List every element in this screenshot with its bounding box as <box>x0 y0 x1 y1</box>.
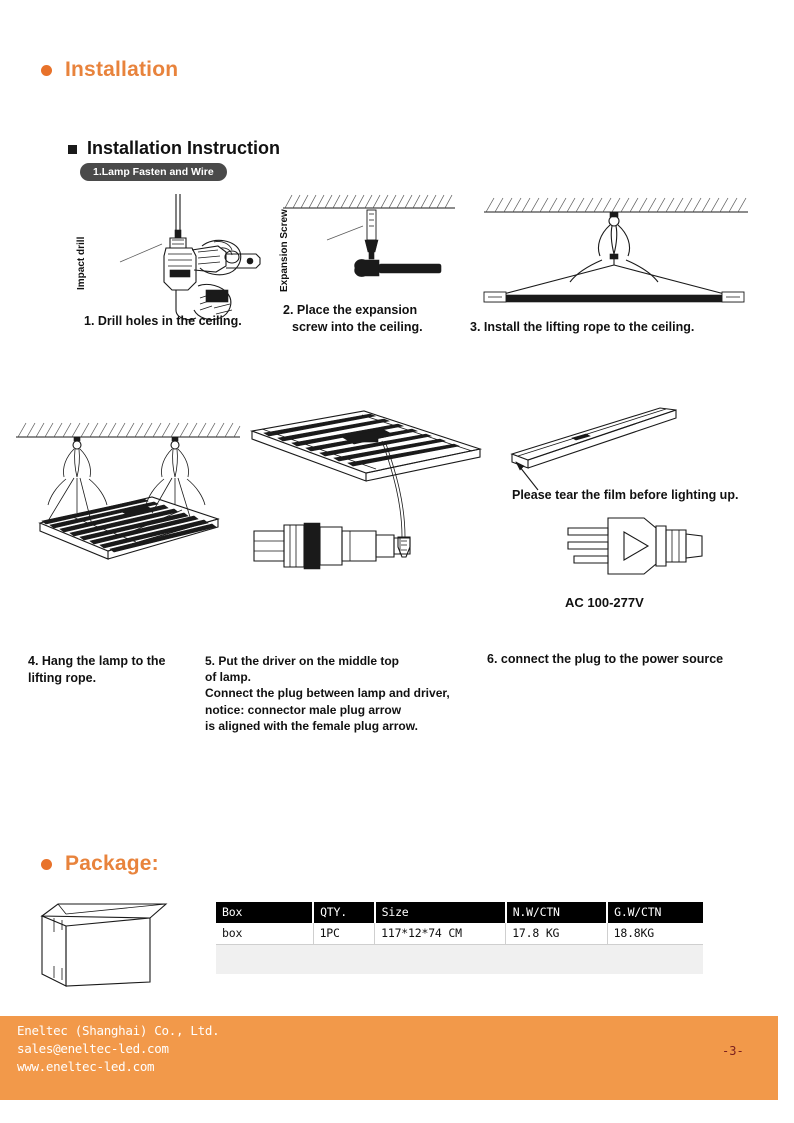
table-row-empty <box>216 945 703 975</box>
footer-website[interactable]: www.eneltec-led.com <box>17 1059 155 1075</box>
page-title: Installation <box>65 58 179 81</box>
black-square-icon <box>68 145 77 154</box>
step-4-caption-line-2: lifting rope. <box>28 670 97 685</box>
cell-empty <box>607 945 703 975</box>
step-5-caption-line-4: notice: connector male plug arrow <box>205 702 402 717</box>
status-badge: 1.Lamp Fasten and Wire <box>80 163 227 181</box>
column-header-gw: G.W/CTN <box>607 902 703 923</box>
cell-gw: 18.8KG <box>607 923 703 945</box>
step-2-caption-line-1: 2. Place the expansion <box>283 303 418 317</box>
cell-empty <box>313 945 375 975</box>
figure-step-6-bar <box>500 398 720 488</box>
lifting-rope-icon <box>470 192 760 302</box>
expansion-screw-hammer-icon <box>283 192 463 302</box>
figure-step-3 <box>470 192 760 302</box>
orange-dot-icon <box>41 859 52 870</box>
step-2-annotation: Expansion Screw <box>279 209 290 292</box>
lamp-driver-connector-icon <box>242 405 492 605</box>
step-5-caption-line-2: of lamp. <box>205 670 252 685</box>
footer-email[interactable]: sales@eneltec-led.com <box>17 1041 169 1057</box>
footer-contact-block <box>17 1022 219 1076</box>
impact-drill-icon <box>80 190 290 315</box>
step-5-caption-line-1: 5. Put the driver on the middle top <box>205 654 400 668</box>
orange-dot-icon <box>41 65 52 76</box>
column-header-qty: QTY. <box>313 902 375 923</box>
step-4-caption <box>28 653 166 687</box>
cell-qty: 1PC <box>313 923 375 945</box>
section-heading-installation <box>41 58 178 82</box>
package-table <box>216 902 703 974</box>
step-4-caption-line-1: 4. Hang the lamp to the <box>28 654 166 668</box>
subsection-title: Installation Instruction <box>87 138 281 158</box>
column-header-box: Box <box>216 902 313 923</box>
footer-company-name: Eneltec (Shanghai) Co., Ltd. <box>17 1023 220 1038</box>
figure-step-4 <box>12 405 244 605</box>
step-1-caption: 1. Drill holes in the ceiling. <box>84 314 242 328</box>
step-2-caption-line-2: screw into the ceiling. <box>292 319 423 334</box>
step-3-caption: 3. Install the lifting rope to the ceiling. <box>470 320 695 334</box>
cell-empty <box>375 945 506 975</box>
step-5-caption <box>205 653 450 734</box>
figure-step-2 <box>279 192 463 302</box>
figure-step-6-plug <box>560 508 710 588</box>
column-header-size: Size <box>375 902 506 923</box>
power-plug-icon <box>560 508 710 588</box>
carton-box-icon <box>38 896 188 996</box>
package-title: Package: <box>65 852 159 875</box>
section-heading-package <box>41 852 159 876</box>
cell-empty <box>216 945 313 975</box>
step-5-caption-line-3: Connect the plug between lamp and driver, <box>205 686 450 701</box>
figure-step-1 <box>76 190 290 315</box>
step-6-voltage-label: AC 100-277V <box>565 595 644 610</box>
cell-nw: 17.8 KG <box>506 923 607 945</box>
figure-carton-box <box>38 896 188 996</box>
step-6-caption: 6. connect the plug to the power source <box>487 652 724 666</box>
hanging-lamp-icon <box>12 405 244 605</box>
cell-size: 117*12*74 CM <box>375 923 506 945</box>
subsection-heading-installation-instruction <box>68 138 280 159</box>
cell-box: box <box>216 923 313 945</box>
step-5-caption-line-5: is aligned with the female plug arrow. <box>205 718 418 733</box>
table-header-row <box>216 902 703 923</box>
step-2-caption <box>283 302 423 336</box>
step-6-note: Please tear the film before lighting up. <box>512 488 739 502</box>
cell-empty <box>506 945 607 975</box>
table-row <box>216 923 703 945</box>
column-header-nw: N.W/CTN <box>506 902 607 923</box>
page-number: -3- <box>722 1044 744 1058</box>
figure-step-5 <box>242 405 492 605</box>
led-bar-film-icon <box>500 398 720 488</box>
step-1-annotation: Impact drill <box>76 236 87 290</box>
